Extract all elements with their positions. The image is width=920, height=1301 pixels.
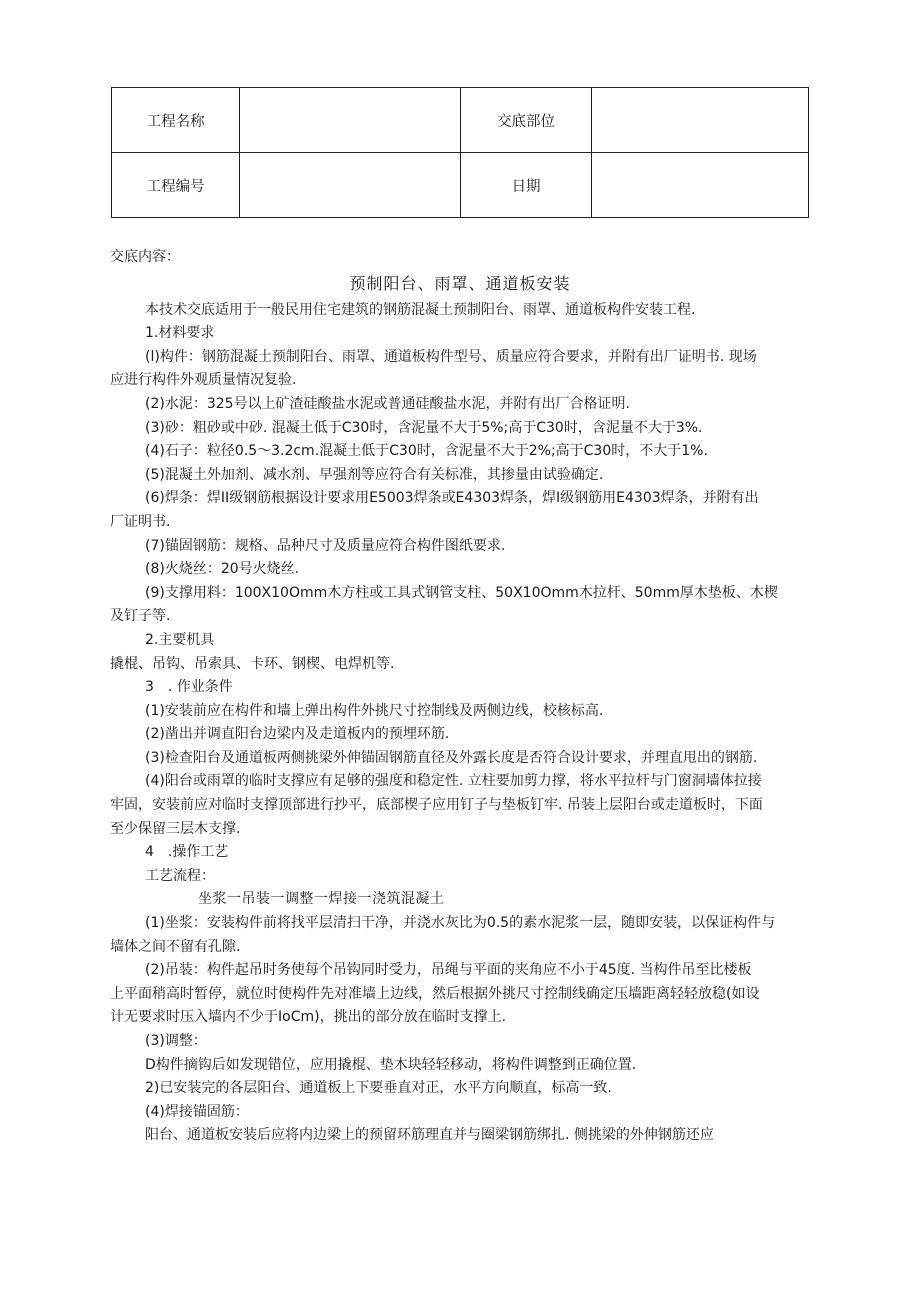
date-label: 日期 xyxy=(461,153,591,218)
handover-content xyxy=(110,246,810,1148)
project-info-table xyxy=(111,87,809,218)
document-title: 预制阳台、雨罩、通道板安装 xyxy=(349,273,571,293)
project-number-label: 工程编号 xyxy=(112,153,240,218)
paragraph-line: (3)砂：粗砂或中砂. 混凝土低于C30时，含泥量不大于5%;高于C30时，含泥量不大于3%. xyxy=(145,419,703,436)
paragraph-line: (6)焊条：焊II级钢筋根据设计要求用E5003焊条或E4303焊条，焊I级钢筋用E4303焊条，并附有出 xyxy=(145,490,759,507)
paragraph-line: 撬棍、吊钩、吊索具、卡环、钢楔、电焊机等. xyxy=(110,655,395,672)
date-value xyxy=(591,153,808,218)
paragraph-line: (2)水泥：325号以上矿渣硅酸盐水泥或普通硅酸盐水泥，并附有出厂合格证明. xyxy=(145,395,631,412)
paragraph-line: 上平面稍高时暂停，就位时使构件先对准墙上边线，然后根据外挑尺寸控制线确定压墙距离轻轻放稳(如设 xyxy=(110,985,760,1002)
paragraph-line: (2)吊装：构件起吊时务使每个吊钩同时受力，吊绳与平面的夹角应不小于45度. 当构件吊至比楼板 xyxy=(145,962,752,979)
intro-label: 交底内容： xyxy=(110,249,180,265)
paragraph-line: (9)支撑用料：100X10Omm木方柱或工具式钢管支柱、50X10Omm木拉杆、50mm厚木垫板、木楔 xyxy=(145,584,778,601)
paragraph-line: 牢固，安装前应对临时支撑顶部进行抄平，底部楔子应用钉子与垫板钉牢. 吊装上层阳台或走道板时，下面 xyxy=(110,797,763,814)
handover-location-value xyxy=(591,88,808,153)
paragraph-line: (4)焊接锚固筋： xyxy=(145,1103,249,1120)
paragraph-line: (8)火烧丝：20号火烧丝. xyxy=(145,561,300,578)
paragraph-line: 计无要求时压入墙内不少于IoCm)，挑出的部分放在临时支撑上. xyxy=(110,1009,507,1026)
paragraph-line: (7)锚固钢筋：规格、品种尺寸及质量应符合构件图纸要求. xyxy=(145,537,506,554)
paragraph-line: 墙体之间不留有孔隙. xyxy=(110,938,241,955)
project-number-value xyxy=(240,153,461,218)
paragraph-line: (5)混凝土外加剂、减水剂、早强剂等应符合有关标准，其掺量由试验确定. xyxy=(145,466,604,483)
project-name-label: 工程名称 xyxy=(112,88,240,153)
table-row xyxy=(112,88,809,153)
project-name-value xyxy=(240,88,461,153)
paragraph-line: 至少保留三层木支撑. xyxy=(110,820,241,837)
paragraph-line: (2)凿出并调直阳台边梁内及走道板内的预埋环筋. xyxy=(145,726,450,743)
paragraph-line: (1)安装前应在构件和墙上弹出构件外挑尺寸控制线及两侧边线，校核标高. xyxy=(145,702,604,719)
paragraph-line: D构件摘钩后如发现错位，应用撬棍、垫木块轻轻移动，将构件调整到正确位置. xyxy=(145,1056,637,1073)
process-flow: 坐浆一吊装一调整一焊接一浇筑混凝土 xyxy=(198,891,445,908)
paragraph-line: (1)坐浆：安装构件前将找平层清扫干净，并浇水灰比为0.5的素水泥浆一层，随即安装，以保证构件与 xyxy=(145,915,776,932)
paragraph-line: 工艺流程： xyxy=(145,867,215,884)
table-row xyxy=(112,153,809,218)
paragraph-line: (4)阳台或雨罩的临时支撑应有足够的强度和稳定性. 立柱要加剪力撑，将水平拉杆与门窗洞墙体拉接 xyxy=(145,773,762,790)
handover-location-label: 交底部位 xyxy=(461,88,591,153)
section-heading: 2.主要机具 xyxy=(145,631,215,648)
paragraph-line: 及钉子等. xyxy=(110,608,171,625)
paragraph-line: (l)构件：钢筋混凝土预制阳台、雨罩、通道板构件型号、质量应符合要求，并附有出厂证明书. 现场 xyxy=(145,348,757,365)
section-heading: 4 .操作工艺 xyxy=(145,844,229,861)
paragraph-line: (3)调整： xyxy=(145,1033,207,1049)
paragraph-line: 2)已安装完的各层阳台、通道板上下要垂直对正，水平方向顺直，标高一致. xyxy=(145,1080,612,1097)
paragraph-line: 本技术交底适用于一般民用住宅建筑的钢筋混凝土预制阳台、雨罩、通道板构件安装工程. xyxy=(145,301,696,318)
paragraph-line: (4)石子：粒径0.5～3.2cm.混凝土低于C30时，含泥量不大于2%;高于C30时，不大于1%. xyxy=(145,443,708,460)
paragraph-line: 厂证明书. xyxy=(110,513,171,530)
paragraph-line: 阳台、通道板安装后应将内边梁上的预留环筋理直并与圈梁钢筋绑扎. 侧挑梁的外伸钢筋还应 xyxy=(145,1127,714,1144)
section-heading: 1.材料要求 xyxy=(145,325,215,342)
section-heading: 3 . 作业条件 xyxy=(145,679,233,696)
paragraph-line: 应进行构件外观质量情况复验. xyxy=(110,372,297,389)
paragraph-line: (3)检查阳台及通道板两侧挑梁外伸锚固钢筋直径及外露长度是否符合设计要求，并理直甩出的钢筋. xyxy=(145,749,758,766)
